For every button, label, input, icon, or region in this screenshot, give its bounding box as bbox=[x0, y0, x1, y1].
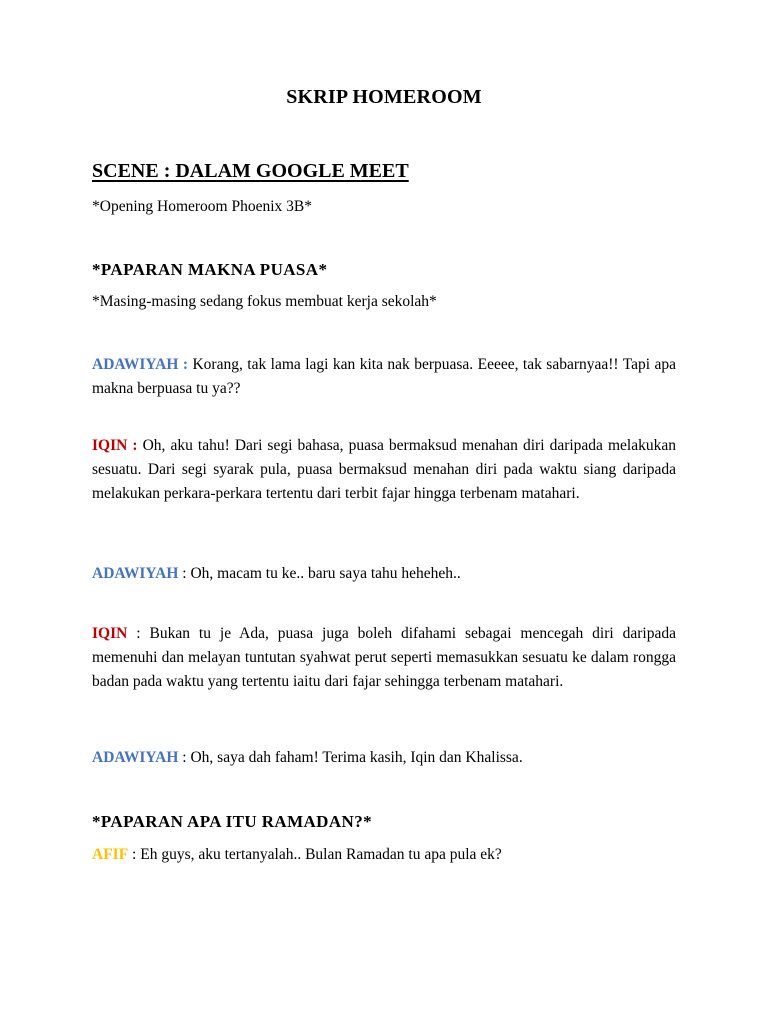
dialogue-line bbox=[92, 746, 676, 770]
dialogue-text: : Bukan tu je Ada, puasa juga boleh difahami sebagai mencegah diri daripada memenuhi dan melayan tuntutan syahwat perut seperti memasukkan sesuatu ke dalam rongga badan pada waktu yang tertentu iaitu dari fajar sehingga terbenam matahari. bbox=[92, 625, 676, 690]
speaker-iqin: IQIN : bbox=[92, 437, 138, 454]
dialogue-text: Korang, tak lama lagi kan kita nak berpuasa. Eeeee, tak sabarnyaa!! Tapi apa makna berpuasa tu ya?? bbox=[92, 356, 677, 397]
dialogue-text: Oh, aku tahu! Dari segi bahasa, puasa bermaksud menahan diri daripada melakukan sesuatu. Dari segi syarak pula, puasa bermaksud menahan diri pada waktu siang daripada melakukan perkara-perkara tertentu dari terbit fajar hingga terbenam matahari. bbox=[92, 437, 676, 502]
dialogue-text: : Oh, macam tu ke.. baru saya tahu heheheh.. bbox=[178, 565, 461, 582]
speaker-iqin: IQIN bbox=[92, 625, 128, 642]
dialogue-line bbox=[92, 353, 676, 401]
speaker-afif: AFIF bbox=[92, 846, 129, 863]
section-heading-apa-itu-ramadan: *PAPARAN APA ITU RAMADAN?* bbox=[92, 812, 373, 831]
speaker-adawiyah: ADAWIYAH : bbox=[92, 356, 189, 373]
scene-heading: SCENE : DALAM GOOGLE MEET bbox=[92, 160, 409, 182]
speaker-adawiyah: ADAWIYAH bbox=[92, 749, 179, 766]
opening-note: *Opening Homeroom Phoenix 3B* bbox=[92, 198, 312, 215]
dialogue-text: : Eh guys, aku tertanyalah.. Bulan Ramadan tu apa pula ek? bbox=[128, 846, 502, 863]
dialogue-line bbox=[92, 622, 676, 694]
dialogue-line bbox=[92, 843, 676, 867]
document-title: SKRIP HOMEROOM bbox=[286, 86, 482, 108]
dialogue-line bbox=[92, 562, 676, 586]
dialogue-line bbox=[92, 434, 676, 506]
dialogue-text: : Oh, saya dah faham! Terima kasih, Iqin dan Khalissa. bbox=[178, 749, 523, 766]
section-heading-makna-puasa: *PAPARAN MAKNA PUASA* bbox=[92, 260, 328, 279]
stage-direction: *Masing-masing sedang fokus membuat kerja sekolah* bbox=[92, 293, 437, 310]
speaker-adawiyah: ADAWIYAH bbox=[92, 565, 179, 582]
